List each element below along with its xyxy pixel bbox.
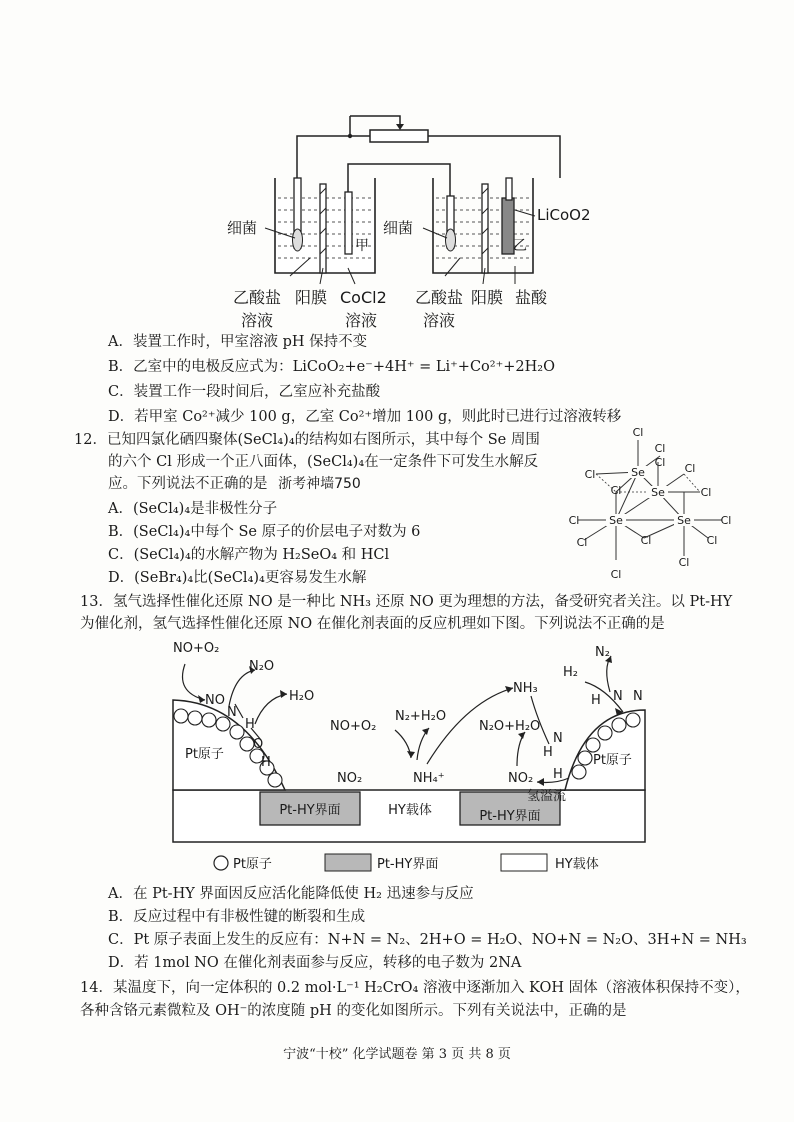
label-cocl2-2: 溶液 — [345, 311, 378, 330]
n-label-left: N — [227, 705, 237, 720]
h-mid: H — [553, 767, 563, 782]
pt-atom-left: Pt原子 — [185, 747, 224, 762]
n-label-right-2: N — [633, 689, 643, 704]
bacteria-right-icon — [446, 229, 456, 251]
q12-option-c: C．(SeCl₄)₄的水解产物为 H₂SeO₄ 和 HCl — [108, 547, 390, 563]
label-bacteria-right: 细菌 — [383, 219, 414, 237]
n2o-h2o-label: N₂O+H₂O — [479, 719, 541, 734]
cl-label: Cl — [684, 462, 696, 475]
q12-stem-line1: 12．已知四氯化硒四聚体(SeCl₄)₄的结构如右图所示，其中每个 Se 周围 — [74, 432, 540, 448]
cl-label: Cl — [720, 514, 732, 527]
legend-interface: Pt-HY界面 — [377, 857, 439, 872]
hy-support-label: HY载体 — [388, 803, 432, 818]
q12-stem-line3-text: 应。下列说法不正确的是 — [108, 476, 268, 492]
q13-option-d: D．若 1mol NO 在催化剂表面参与反应，转移的电子数为 2NA — [108, 955, 522, 971]
q13-option-a: A．在 Pt-HY 界面因反应活化能降低使 H₂ 迅速参与反应 — [108, 886, 474, 902]
inner-wire — [348, 164, 450, 196]
n2-label: N₂ — [595, 645, 610, 660]
q12-option-b: B．(SeCl₄)₄中每个 Se 原子的价层电子对数为 6 — [108, 524, 421, 540]
label-acetate-left-1: 乙酸盐 — [233, 288, 282, 307]
bacteria-left-icon — [293, 229, 303, 251]
q14-stem-line2: 各种含铬元素微粒及 OH⁻的浓度随 pH 的变化如图所示。下列有关说法中，正确的是 — [80, 1003, 627, 1019]
arrow-no-o2-in — [183, 664, 206, 700]
page-footer: 宁波“十校” 化学试题卷 第 3 页 共 8 页 — [283, 1047, 511, 1062]
label-membrane-left: 阳膜 — [295, 288, 328, 307]
label-acetate-right-1: 乙酸盐 — [415, 288, 464, 307]
label-yi: 乙 — [513, 238, 527, 254]
cl-label: Cl — [610, 568, 622, 581]
no-label: NO — [205, 693, 225, 708]
legend-pt: Pt原子 — [233, 857, 272, 872]
arrow-n2o-h2o — [517, 732, 525, 766]
rheostat-slider — [350, 116, 400, 128]
no-o2-top: NO+O₂ — [173, 641, 220, 656]
electrolysis-figure — [215, 98, 615, 338]
se-label: Se — [651, 486, 665, 499]
q12-option-d: D．(SeBr₄)₄比(SeCl₄)₄更容易发生水解 — [108, 570, 367, 586]
cl-label: Cl — [678, 556, 690, 569]
label-bacteria-left: 细菌 — [227, 219, 258, 237]
q12-option-a: A．(SeCl₄)₄是非极性分子 — [108, 501, 278, 517]
se-label: Se — [677, 514, 691, 527]
nh4-label: NH₄⁺ — [413, 771, 445, 786]
o-label-left: O — [253, 737, 264, 752]
h-label-right-2: H — [543, 745, 553, 760]
q11-option-b: B．乙室中的电极反应式为：LiCoO₂+e⁻+4H⁺ = Li⁺+Co²⁺+2H₂O — [108, 359, 555, 375]
cl-label: Cl — [640, 534, 652, 547]
interface-right-label: Pt-HY界面 — [479, 809, 541, 824]
q13-option-b: B．反应过程中有非极性键的断裂和生成 — [108, 909, 366, 925]
cl-label: Cl — [632, 426, 644, 439]
q11-option-c: C．装置工作一段时间后，乙室应补充盐酸 — [108, 384, 381, 400]
label-acetate-left-2: 溶液 — [241, 311, 274, 330]
nh3-label: NH₃ — [513, 681, 538, 696]
cl-label: Cl — [654, 442, 666, 455]
cl-label: Cl — [706, 534, 718, 547]
cl-label: Cl — [610, 484, 622, 497]
slider-arrow-icon — [396, 124, 404, 130]
label-membrane-right: 阳膜 — [471, 288, 504, 307]
legend-interface-swatch — [325, 854, 371, 871]
n-label-right-1: N — [613, 689, 623, 704]
h-label-left: H — [245, 717, 255, 732]
q13-stem-line1: 13．氢气选择性催化还原 NO 是一种比 NH₃ 还原 NO 更为理想的方法，备受研究者关注。以 Pt-HY — [80, 594, 733, 610]
no-o2-mid: NO+O₂ — [330, 719, 377, 734]
interface-left-label: Pt-HY界面 — [279, 803, 341, 818]
n2o-top: N₂O — [249, 659, 275, 674]
label-licoo2: LiCoO2 — [537, 206, 591, 224]
h-label-left-2: H — [261, 755, 271, 770]
hydrogen-spillover-label: 氢溢流 — [527, 789, 567, 804]
no2-left: NO₂ — [337, 771, 363, 786]
se-label: Se — [631, 466, 645, 479]
cl-label: Cl — [576, 536, 588, 549]
cl-label: Cl — [700, 486, 712, 499]
h2o-label: H₂O — [289, 689, 315, 704]
q11-option-a: A．装置工作时，甲室溶液 pH 保持不变 — [108, 334, 368, 350]
jia-electrode — [345, 192, 352, 254]
cl-label: Cl — [584, 468, 596, 481]
arrow-n2o-out — [229, 670, 255, 706]
q13-option-c: C．Pt 原子表面上发生的反应有：N+N = N₂、2H+O = H₂O、NO+N = N₂O、3H+N = NH₃ — [108, 932, 747, 948]
legend-hy-swatch — [501, 854, 547, 871]
n2-h2o-label: N₂+H₂O — [395, 709, 447, 724]
h-label-right: H — [591, 693, 601, 708]
label-acetate-right-2: 溶液 — [423, 311, 456, 330]
legend-pt-icon — [214, 856, 228, 870]
rheostat — [370, 130, 428, 142]
label-cocl2-1: CoCl2 — [340, 288, 387, 307]
se-label: Se — [609, 514, 623, 527]
pt-atom-right: Pt原子 — [593, 753, 632, 768]
h2-label: H₂ — [563, 665, 578, 680]
q12-watermark: 浙考神墙750 — [278, 476, 361, 492]
q11-option-d: D．若甲室 Co²⁺减少 100 g，乙室 Co²⁺增加 100 g，则此时已进行过溶液转移 — [108, 409, 622, 425]
q13-stem-line2: 为催化剂，氢气选择性催化还原 NO 在催化剂表面的反应机理如下图。下列说法不正确的是 — [80, 616, 665, 632]
catalysis-mechanism-figure — [165, 632, 655, 872]
cl-label: Cl — [568, 514, 580, 527]
legend-hy: HY载体 — [555, 857, 599, 872]
secl4-structure-figure — [560, 420, 750, 590]
arrow-h2o-out — [255, 694, 287, 724]
cl-label: Cl — [654, 456, 666, 469]
q12-stem-line2: 的六个 Cl 形成一个正八面体，(SeCl₄)₄在一定条件下可发生水解反 — [108, 454, 539, 470]
q12-stem-line3 — [108, 472, 361, 493]
label-hcl: 盐酸 — [515, 288, 548, 307]
q14-stem-line1: 14．某温度下，向一定体积的 0.2 mol·L⁻¹ H₂CrO₄ 溶液中逐渐加入 KOH 固体（溶液体积保持不变）， — [80, 980, 750, 996]
n-label-right-3: N — [553, 731, 563, 746]
no2-right: NO₂ — [508, 771, 534, 786]
label-jia: 甲 — [355, 238, 369, 254]
